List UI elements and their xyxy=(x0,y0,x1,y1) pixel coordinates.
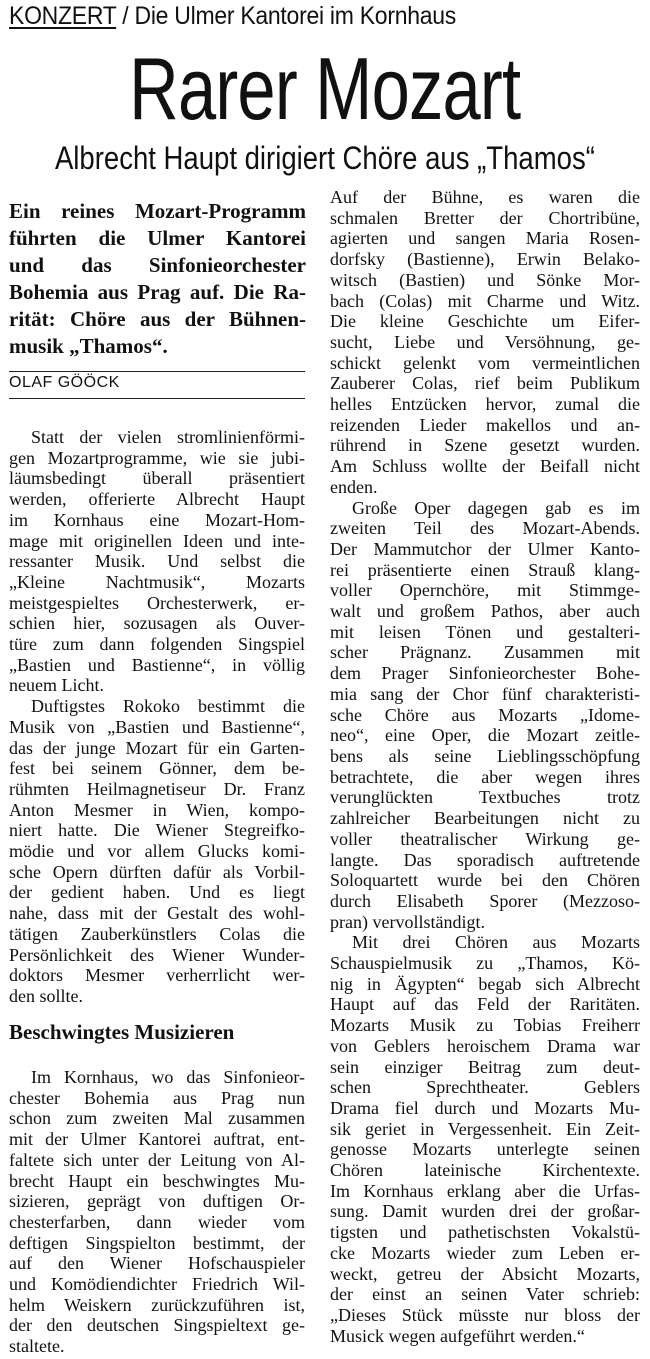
text-line: witsch (Bastien) und Sönke Mor- xyxy=(330,269,640,290)
text-line: Im Kornhaus erklang aber die Urfas- xyxy=(330,1180,640,1201)
text-line: nahe, dass mit der Gestalt des wohl- xyxy=(9,903,305,924)
text-line: pran) vervollständigt. xyxy=(330,911,485,932)
text-line: sik geriet in Vergessenheit. Ein Zeit- xyxy=(330,1118,640,1139)
text-line: „Kleine Nachtmusik“, Mozarts xyxy=(9,571,305,592)
text-line: mit leisen Tönen und gestalteri- xyxy=(330,621,640,642)
text-line: bach (Colas) mit Charme und Witz. xyxy=(330,290,640,311)
text-line: voller Opernchöre, mit Stimmge- xyxy=(330,580,640,601)
text-line: walt und großem Pathos, aber auch xyxy=(330,601,640,622)
text-line: mödie und vor allem Glucks komi- xyxy=(9,841,305,862)
kicker-category: KONZERT xyxy=(9,2,117,30)
text-line: werden, offerierte Albrecht Haupt xyxy=(9,489,305,510)
text-line: Haupt auf das Feld der Raritäten. xyxy=(330,994,640,1015)
text-line: sche Opern dürften dafür als Vorbil- xyxy=(9,861,305,882)
text-line: sucht, Liebe und Versöhnung, ge- xyxy=(330,331,640,352)
text-line: tigsten und pathetischsten Vokalstü- xyxy=(330,1222,640,1243)
text-line: Mozarts Musik zu Tobias Freiherr xyxy=(330,1015,640,1036)
text-line: „Bastien und Bastienne“, in völlig xyxy=(9,654,305,675)
text-line: zweiten Teil des Mozart-Abends. xyxy=(330,518,640,539)
text-line: schmalen Bretter der Chortribüne, xyxy=(330,207,640,228)
lead-line: Bohemia aus Prag auf. Die Ra- xyxy=(9,280,306,304)
text-line: verunglückten Textbuches trotz xyxy=(330,787,640,808)
text-line: Chören lateinische Kirchentexte. xyxy=(330,1160,640,1181)
paragraph xyxy=(330,187,640,498)
text-line: ressanter Musik. Und selbst die xyxy=(9,551,305,572)
text-line: im Kornhaus eine Mozart-Hom- xyxy=(9,509,305,530)
text-line: rühmten Heilmagnetiseur Dr. Franz xyxy=(9,778,305,799)
text-line: enden. xyxy=(330,476,378,497)
byline: OLAF GÖÖCK xyxy=(9,374,120,391)
left-column-body xyxy=(9,427,305,1007)
text-line: schen Sprechtheater. Geblers xyxy=(330,1077,640,1098)
text-line: sein einziger Beitrag zum deut- xyxy=(330,1056,640,1077)
text-line: genosse Mozarts unterlegte seinen xyxy=(330,1139,640,1160)
text-line: Auf der Bühne, es waren die xyxy=(330,187,640,207)
text-line: Große Oper dagegen gab es im xyxy=(352,497,640,518)
subheadline-text: Albrecht Haupt dirigiert Chöre aus „Thamos“ xyxy=(55,140,595,176)
text-line: der den deutschen Singspieltext ge- xyxy=(9,1315,305,1336)
text-line: rührend in Szene gesetzt wurden. xyxy=(330,435,640,456)
byline-rule-bottom xyxy=(9,398,305,399)
text-line: der gedient haben. Und es liegt xyxy=(9,882,305,903)
text-line: helles Entzücken hervor, zumal die xyxy=(330,394,640,415)
lead-paragraph xyxy=(9,198,306,360)
text-line: betrachtete, die aber wegen ihres xyxy=(330,766,640,787)
text-line: Duftigstes Rokoko bestimmt die xyxy=(31,696,305,717)
text-line: Statt der vielen stromlinienförmi- xyxy=(31,427,305,447)
headline xyxy=(0,39,650,138)
text-line: Persönlichkeit des Wiener Wunder- xyxy=(9,944,305,965)
kicker-topic: Die Ulmer Kantorei im Kornhaus xyxy=(134,2,457,30)
text-line: Die kleine Geschichte um Eifer- xyxy=(330,311,640,332)
lead-line: rität: Chöre aus der Bühnen- xyxy=(9,307,306,331)
paragraph xyxy=(330,932,640,1346)
text-line: Musick wegen aufgeführt werden.“ xyxy=(330,1325,585,1346)
text-line: weckt, getreu der Absicht Mozarts, xyxy=(330,1263,640,1284)
text-line: staltete. xyxy=(9,1336,65,1357)
text-line: rei präsentierte einen Strauß klang- xyxy=(330,559,640,580)
text-line: brecht Haupt ein beschwingtes Mu- xyxy=(9,1170,305,1191)
text-line: voller theatralischer Wirkung ge- xyxy=(330,828,640,849)
text-line: agierten und sangen Maria Rosen- xyxy=(330,228,640,249)
text-line: faltete sich unter der Leitung von Al- xyxy=(9,1149,305,1170)
text-line: Am Schluss wollte der Beifall nicht xyxy=(330,456,640,477)
text-line: reizenden Lieder makellos und an- xyxy=(330,414,640,435)
paragraph xyxy=(9,696,305,1007)
text-line: auf den Wiener Hofschauspieler xyxy=(9,1253,305,1274)
text-line: mit der Ulmer Kantorei auftrat, ent- xyxy=(9,1129,305,1150)
lead-line: führten die Ulmer Kantorei xyxy=(9,226,306,250)
text-line: von Geblers heroischem Drama war xyxy=(330,1035,640,1056)
text-line: der einst an seinen Vater schrieb: xyxy=(330,1284,640,1305)
paragraph xyxy=(330,498,640,933)
text-line: helm Weiskern zurückzuführen ist, xyxy=(9,1294,305,1315)
text-line: meistgespieltes Orchesterwerk, er- xyxy=(9,592,305,613)
text-line: doktors Mesmer verherrlicht wer- xyxy=(9,965,305,986)
text-line: das der junge Mozart für ein Garten- xyxy=(9,737,305,758)
text-line: schon zum zweiten Mal zusammen xyxy=(9,1108,305,1129)
text-line: „Dieses Stück müsste nur bloss der xyxy=(330,1304,640,1325)
lead-line: und das Sinfonieorchester xyxy=(9,253,306,277)
text-line: Im Kornhaus, wo das Sinfonieor- xyxy=(31,1067,305,1087)
text-line: Der Mammutchor der Ulmer Kanto- xyxy=(330,538,640,559)
text-line: gen Mozartprogramme, wie sie jubi- xyxy=(9,447,305,468)
paragraph xyxy=(9,427,305,696)
text-line: sung. Damit wurden drei der großar- xyxy=(330,1201,640,1222)
section-heading: Beschwingtes Musizieren xyxy=(9,1020,235,1044)
subheadline xyxy=(0,138,650,178)
text-line: tätigen Zauberkünstlers Colas die xyxy=(9,923,305,944)
text-line: den sollte. xyxy=(9,985,83,1006)
paragraph xyxy=(9,1067,305,1357)
text-line: Mit drei Chören aus Mozarts xyxy=(352,932,640,953)
left-column-section-body xyxy=(9,1067,305,1357)
text-line: schickt gelenkt vom vermeintlichen xyxy=(330,352,640,373)
right-column-body xyxy=(330,187,640,1346)
text-line: türe zum dann folgenden Singspiel xyxy=(9,634,305,655)
text-line: dorfsky (Bastienne), Erwin Belako- xyxy=(330,249,640,270)
text-line: neo“, eine Oper, die Mozart zeitle- xyxy=(330,725,640,746)
text-line: zahlreicher Bearbeitungen nicht zu xyxy=(330,808,640,829)
text-line: neuem Licht. xyxy=(9,675,104,696)
text-line: sizieren, geprägt von duftigen Or- xyxy=(9,1191,305,1212)
text-line: nig in Ägypten“ begab sich Albrecht xyxy=(330,973,640,994)
text-line: fest bei seinem Gönner, dem be- xyxy=(9,758,305,779)
text-line: schien hier, sozusagen als Ouver- xyxy=(9,613,305,634)
text-line: Drama fiel durch und Mozarts Mu- xyxy=(330,1097,640,1118)
lead-line: musik „Thamos“. xyxy=(9,334,168,358)
text-line: Schauspielmusik zu „Thamos, Kö- xyxy=(330,953,640,974)
headline-text: Rarer Mozart xyxy=(129,39,521,138)
text-line: läumsbedingt überall präsentiert xyxy=(9,468,305,489)
text-line: chesterfarben, dann wieder vom xyxy=(9,1211,305,1232)
kicker xyxy=(9,2,456,31)
text-line: mia sang der Chor fünf charakteristi- xyxy=(330,683,640,704)
byline-rule-top xyxy=(9,371,305,372)
text-line: chester Bohemia aus Prag nun xyxy=(9,1087,305,1108)
text-line: langte. Das sporadisch auftretende xyxy=(330,849,640,870)
lead-line: Ein reines Mozart-Programm xyxy=(9,199,306,223)
text-line: Soloquartett wurde bei den Chören xyxy=(330,870,640,891)
text-line: Zauberer Colas, rief beim Publikum xyxy=(330,373,640,394)
text-line: bens als seine Lieblingsschöpfung xyxy=(330,745,640,766)
text-line: deftigen Singspielton bestimmt, der xyxy=(9,1232,305,1253)
text-line: und Komödiendichter Friedrich Wil- xyxy=(9,1274,305,1295)
text-line: niert hatte. Die Wiener Stegreifko- xyxy=(9,820,305,841)
text-line: durch Elisabeth Sporer (Mezzoso- xyxy=(330,890,640,911)
text-line: mage mit originellen Ideen und inte- xyxy=(9,530,305,551)
text-line: Anton Mesmer in Wien, kompo- xyxy=(9,799,305,820)
kicker-separator: / xyxy=(116,2,135,30)
text-line: sche Chöre aus Mozarts „Idome- xyxy=(330,704,640,725)
text-line: Musik von „Bastien und Bastienne“, xyxy=(9,716,305,737)
text-line: dem Prager Sinfonieorchester Bohe- xyxy=(330,663,640,684)
text-line: cke Mozarts wieder zum Leben er- xyxy=(330,1242,640,1263)
text-line: scher Prägnanz. Zusammen mit xyxy=(330,642,640,663)
